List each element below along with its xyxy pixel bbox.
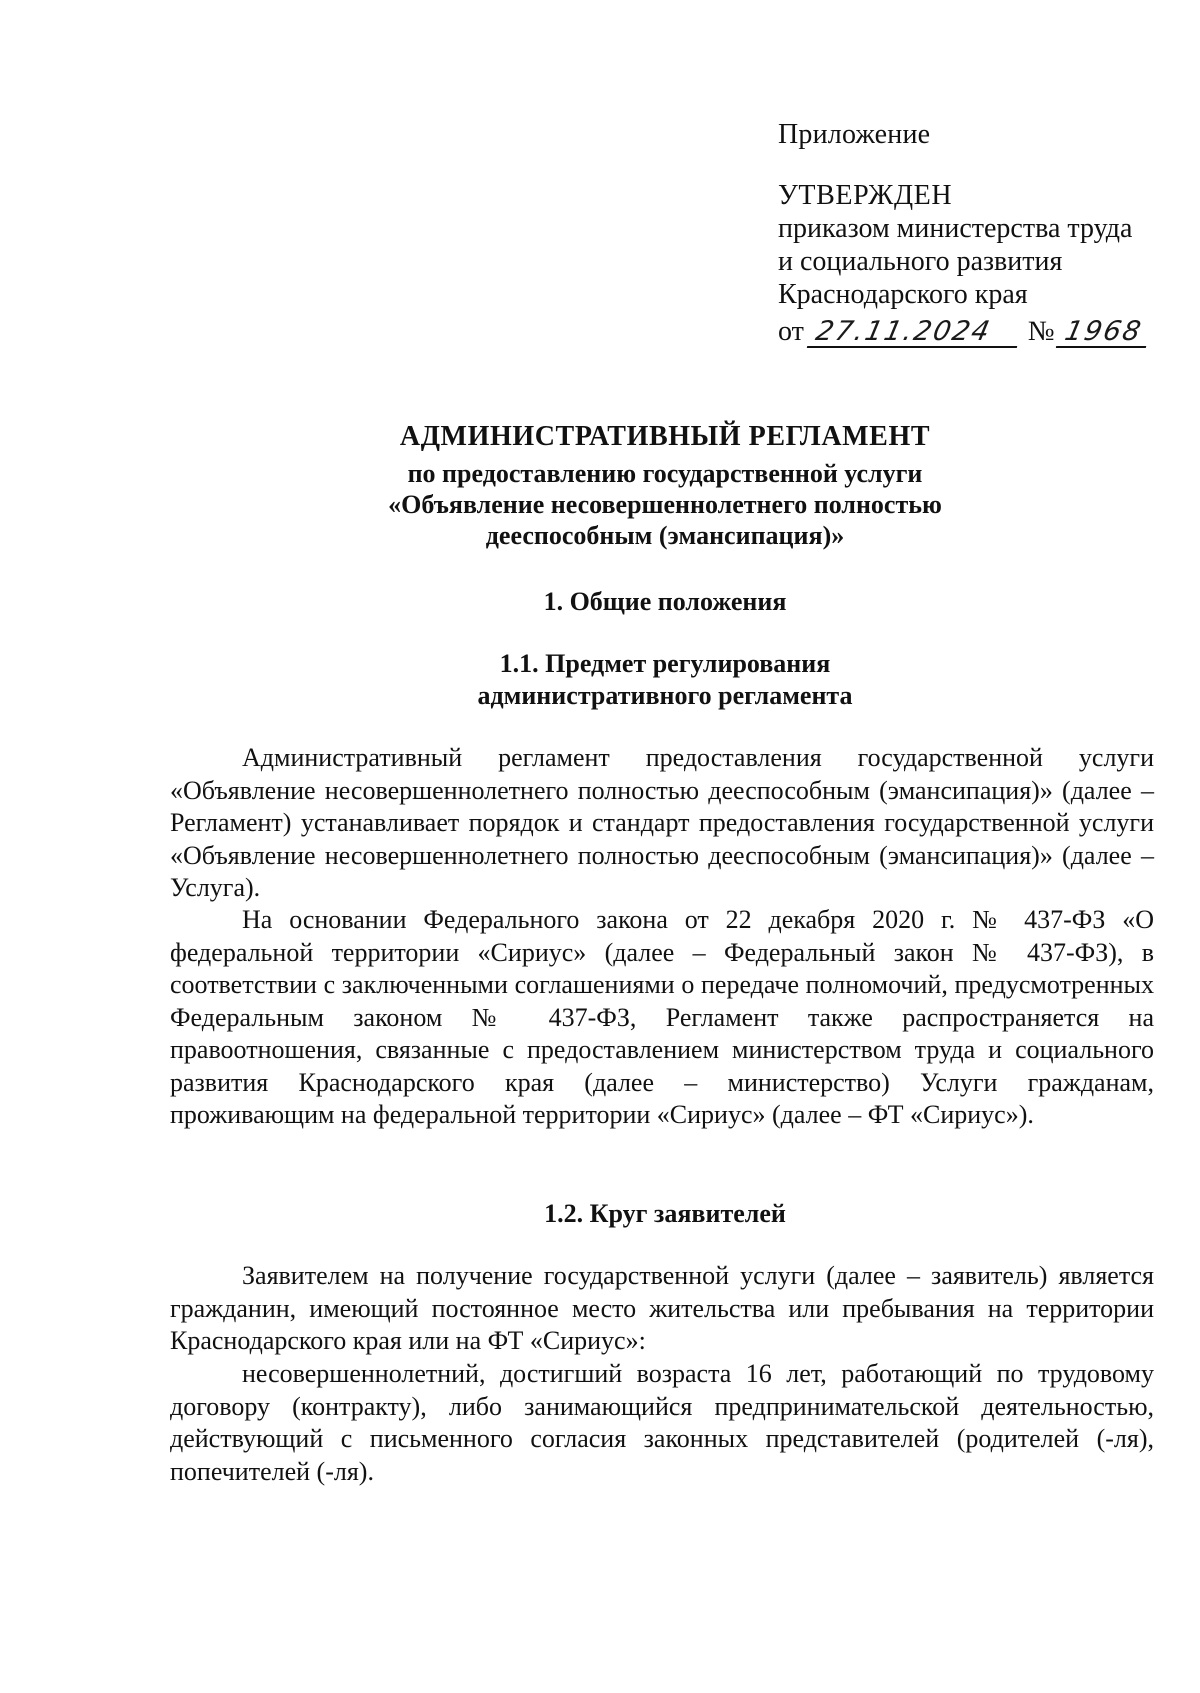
document-title <box>120 420 1200 551</box>
title-sub-2: «Объявление несовершеннолетнего полностью <box>388 490 942 519</box>
approval-line-3: Краснодарского края <box>778 279 1028 310</box>
section-1-heading: 1. Общие положения <box>543 587 787 616</box>
handwritten-date: 27.11.2024 <box>807 318 1023 348</box>
order-date-number <box>778 315 1158 348</box>
section-1-2-heading: 1.2. Круг заявителей <box>544 1199 786 1228</box>
approved-label: УТВЕРЖДЕН <box>778 180 953 211</box>
number-label: № <box>1027 316 1055 347</box>
section-1-1-heading-line-1: 1.1. Предмет регулирования <box>499 649 831 678</box>
title-main: АДМИНИСТРАТИВНЫЙ РЕГЛАМЕНТ <box>399 421 931 452</box>
approval-line-1: приказом министерства труда <box>778 213 1133 244</box>
handwritten-number: 1968 <box>1055 318 1151 348</box>
title-sub-3: дееспособным (эмансипация)» <box>485 521 845 550</box>
approval-line-2: и социального развития <box>778 246 1063 277</box>
section-1-1-heading-line-2: административного регламента <box>477 681 853 710</box>
section-1-1-heading <box>120 648 1200 712</box>
section-1-1-paragraph-2: На основании Федерального закона от 22 декабря 2020 г. № 437-ФЗ «О федеральной территории «Сириус» (далее – Федеральный закон № 437-ФЗ), в соответствии с заключенными соглашениями о передаче полномочий, предусмотренных Федеральным законом № 437-ФЗ, Регламент также распространяется на правоотношения, связанные с предоставлением министерством труда и социального развития Краснодарского края (далее – министерство) Услуги гражданам, проживающим на федеральной территории «Сириус» (далее – ФТ «Сириус»). <box>170 905 1154 1129</box>
title-sub-1: по предоставлению государственной услуги <box>407 459 923 488</box>
appendix-label: Приложение <box>778 119 931 150</box>
section-1-2-paragraph-2: несовершеннолетний, достигший возраста 16 лет, работающий по трудовому договору (контракту), либо занимающийся предпринимательской деятельностью, действующий с письменного согласия законных представителей (родителей (-ля), попечителей (-ля). <box>170 1359 1154 1486</box>
section-1-1-paragraph-1: Административный регламент предоставления государственной услуги «Объявление несовершеннолетнего полностью дееспособным (эмансипация)» (далее – Регламент) устанавливает порядок и стандарт предоставления государственной услуги «Объявление несовершеннолетнего полностью дееспособным (эмансипация)» (далее – Услуга). <box>170 743 1154 902</box>
from-label: от <box>778 316 804 347</box>
section-1-2-paragraph-1: Заявителем на получение государственной услуги (далее – заявитель) является гражданин, имеющий постоянное место жительства или пребывания на территории Краснодарского края или на ФТ «Сириус»: <box>170 1261 1154 1355</box>
approval-block <box>778 118 1158 348</box>
